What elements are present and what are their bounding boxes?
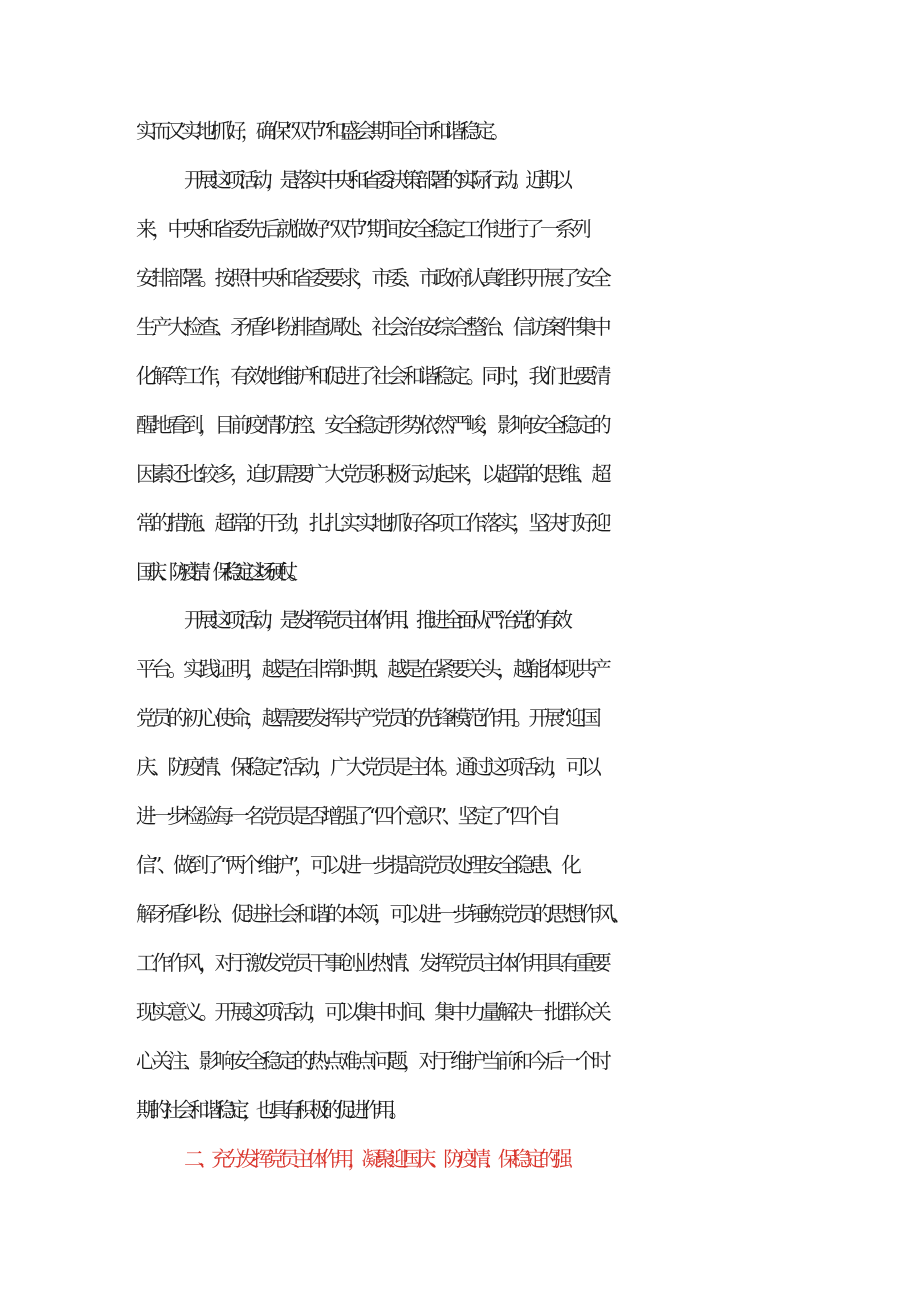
paragraph-line: 进一步检验每一名党员是否增强了“四个意识”、坚定了“四个自: [136, 804, 557, 828]
paragraph-line: 信”、做到了“两个维护”，可以进一步提高党员处理安全隐患、化: [136, 853, 577, 877]
paragraph-line: 心关注、影响安全稳定的热点难点问题，对于维护当前和今后一个时: [136, 1049, 607, 1073]
paragraph-line: 化解等工作，有效地维护和促进了社会和谐稳定。同时，我们也要清: [136, 364, 607, 388]
paragraph-line: 常的措施、超常的干劲，扎扎实实地抓好各项工作落实，坚决打好迎: [136, 511, 607, 535]
section-heading: 二、充分发挥党员主体作用，凝聚迎国庆、防疫情、保稳定的强: [184, 1147, 566, 1171]
paragraph-line: 庆、防疫情、保稳定”活动，广大党员是主体。通过这项活动，可以: [136, 755, 597, 779]
paragraph-line: 来，中央和省委先后就做好“双节”期间安全稳定工作进行了一系列: [136, 217, 587, 241]
paragraph-line: 现实意义。开展这项活动，可以集中时间、集中力量解决一批群众关: [136, 1000, 607, 1024]
paragraph-line: 开展这项活动，是落实中央和省委决策部署的实际行动。近期以: [184, 168, 566, 192]
paragraph-line: 醒地看到，目前疫情防控、安全稳定形势依然严峻，影响安全稳定的: [136, 413, 607, 437]
paragraph-line: 实而又实地抓好，确保“双节”和盛会期间全市和谐稳定。: [136, 119, 505, 143]
paragraph-line: 工作作风，对于激发党员干事创业热情、发挥党员主体作用具有重要: [136, 951, 607, 975]
paragraph-line: 开展这项活动，是发挥党员主体作用、推进全面从严治党的有效: [184, 608, 566, 632]
paragraph-line: 党员的初心使命，越需要发挥共产党员的先锋模范作用。开展“迎国: [136, 706, 597, 730]
paragraph-line: 安排部署。按照中央和省委要求，市委、市政府认真组织开展了安全: [136, 266, 607, 290]
paragraph-line: 解矛盾纠纷、促进社会和谐的本领，可以进一步锤炼党员的思想作风、: [136, 902, 628, 926]
paragraph-line: 生产大检查、矛盾纠纷排查调处、社会治安综合整治、信访案件集中: [136, 315, 607, 339]
paragraph-line: 国庆、防疫情、保稳定这场硬仗。: [136, 560, 300, 584]
paragraph-line: 平台。实践证明，越是在非常时期、越是在紧要关头，越能体现共产: [136, 657, 607, 681]
paragraph-line: 期的社会和谐稳定，也具有积极的促进作用。: [136, 1098, 402, 1122]
paragraph-line: 因素还比较多，迫切需要广大党员积极行动起来，以超常的思维、超: [136, 462, 607, 486]
